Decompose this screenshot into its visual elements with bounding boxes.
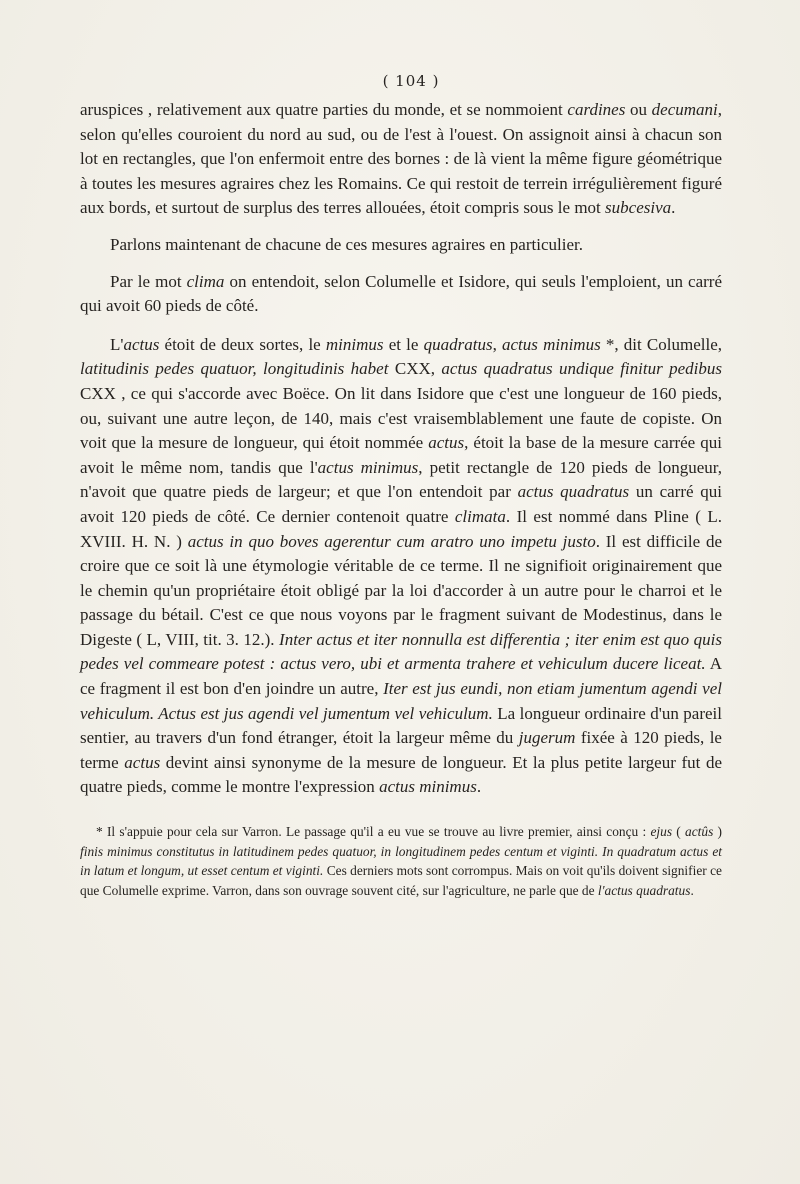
- paragraph-parlons: Parlons maintenant de chacune de ces mesures agraires en particulier.: [110, 234, 583, 254]
- paragraph-actus: L'actus étoit de deux sortes, le minimus et le quadratus, actus minimus *, dit Columelle, latitudinis pedes quatuor, longitudinis habet CXX, actus quadratus undique finitur pedibus CXX , ce qui s'accorde avec Boëce. On lit dans Isidore que c'est une longueur de 160 pieds, ou, suivant une autre leçon, de 140, mais c'est vraisemblablement une faute de copiste. On voit que la mesure de longueur, qui étoit nommée actus, étoit la base de la mesure carrée qui avoit le même nom, tandis que l'actus minimus, petit rectangle de 120 pieds de longueur, n'avoit que quatre pieds de largeur; et que l'on entendoit par actus quadratus un carré qui avoit 120 pieds de côté. Ce dernier contenoit quatre climata. Il est nommé dans Pline ( L. XVIII. H. N. ) actus in quo boves agerentur cum aratro uno impetu justo. Il est difficile de croire que ce soit là une étymologie véritable de ce terme. Il ne signifioit originairement que le chemin qu'un propriétaire étoit obligé par la loi d'accorder à un autre pour le charroi et le passage du bétail. C'est ce que nous voyons par le fragment suivant de Modestinus, dans le Digeste ( L, VIII, tit. 3. 12.). Inter actus et iter nonnulla est differentia ; iter enim est quo quis pedes vel commeare potest : actus vero, ubi et armenta trahere et vehiculum ducere liceat. A ce fragment il est bon d'en joindre un autre, Iter est jus eundi, non etiam jumentum agendi vel vehiculum. Actus est jus agendi vel jumentum vel vehiculum. La longueur ordinaire d'un pareil sentier, au travers d'un fond étranger, étoit la largeur même du jugerum fixée à 120 pieds, le terme actus devint ainsi synonyme de la mesure de longueur. Et la plus petite largeur fut de quatre pieds, comme le montre l'expression actus minimus.: [80, 334, 723, 797]
- page-number: ( 104 ): [382, 72, 440, 90]
- paragraph-aruspices: aruspices , relativement aux quatre parties du monde, et se nommoient cardines ou decumani, selon qu'elles couroient du nord au sud, ou de l'est à l'ouest. On assignoit ainsi à chacun son lot en rectangles, que l'on enfermoit entre des bornes : de là vient la même figure géométrique à toutes les mesures agraires chez les Romains. Ce qui restoit de terrein irrégulièrement figuré aux bords, et surtout de surplus des terres allouées, étoit compris sous le mot subcesiva.: [80, 100, 723, 218]
- paragraph-clima: Par le mot clima on entendoit, selon Columelle et Isidore, qui seuls l'emploient, un carré qui avoit 60 pieds de côté.: [80, 271, 722, 316]
- footnote: * Il s'appuie pour cela sur Varron. Le passage qu'il a eu vue se trouve au livre premier, ainsi conçu : ejus ( actûs ) finis minimus constitutus in latitudinem pedes quatuor, in longitudinem pedes centum et viginti. In quadratum actus et in latum et longum, ut esset centum et viginti. Ces derniers mots sont corrompus. Mais on voit qu'ils doivent signifier ce que Columelle exprime. Varron, dans son ouvrage souvent cité, sur l'agriculture, ne parle que de l'actus quadratus.: [80, 824, 723, 898]
